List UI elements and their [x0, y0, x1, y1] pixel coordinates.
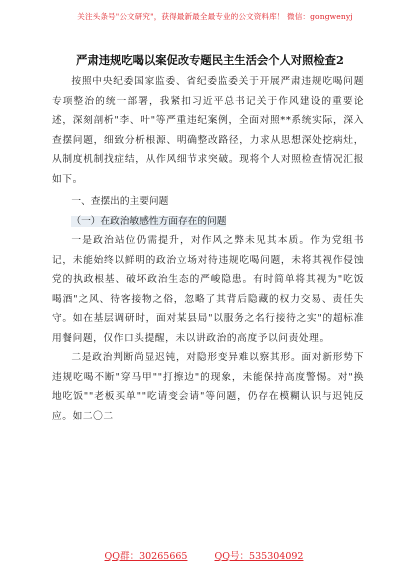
subsection-heading [52, 212, 364, 232]
document-body [52, 72, 364, 426]
qq-number-link[interactable]: QQ号：535304092 [214, 551, 304, 562]
body-paragraph-1: 一是政治站位仍需提升，对作风之弊未见其本质。作为党组书记，未能始终以鲜明的政治立场对待违规吃喝问题，未将其视作侵蚀党的执政根基、破坏政治生态的严峻隐患。有时简单将其视为"吃饭喝酒"之风、待客接物之俗，忽略了其背后隐藏的权力交易、责任失守。如在基层调研时，面对某县局"以服务之名行接待之实"的超标准用餐问题，仅作口头提醒，未以讲政治的高度予以问责处理。 [52, 235, 364, 344]
footer-contacts [0, 548, 408, 562]
document-title: 严肃违规吃喝以案促改专题民主生活会个人对照检查2 [76, 53, 344, 67]
body-paragraph-2: 二是政治判断尚显迟钝，对隐形变异难以察其形。面对新形势下违规吃喝不断"穿马甲""打擦边"的现象，未能保持高度警惕。对"换地吃饭""老板买单""吃请变会请"等问题，仍存在模糊认识与迟钝反应。如二〇二 [52, 352, 364, 422]
qq-group-link[interactable]: QQ群：30265665 [104, 551, 188, 562]
header-banner: 关注头条号"公文研究"，获得最新最全最专业的公文资料库！ 微信：gongwenyj [77, 12, 353, 21]
intro-paragraph: 按照中央纪委国家监委、省纪委监委关于开展严肃违规吃喝问题专项整治的统一部署，我紧扣习近平总书记关于作风建设的重要论述，深刻剖析"李、叶"等严重违纪案例，全面对照**系统实际，深入查摆问题，细致分析根源、明确整改路径，力求从思想深处挖病灶，从制度机制找症结，从作风细节求突破。现将个人对照检查情况汇报如下。 [52, 76, 364, 185]
subsection-heading-text: （一）在政治敏感性方面存在的问题 [71, 215, 227, 227]
section-heading: 一、查摆出的主要问题 [71, 196, 169, 207]
